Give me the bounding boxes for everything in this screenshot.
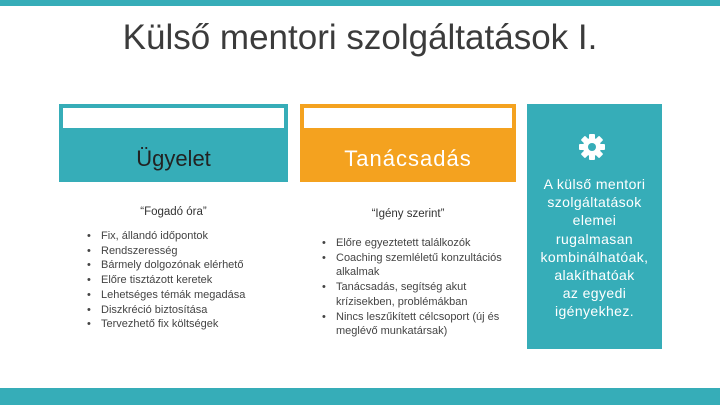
bullet-list: [320, 236, 515, 339]
summary-line: alakíthatóak: [554, 267, 635, 284]
bullet-item: • Lehetséges témák megadása: [85, 288, 285, 303]
bottom-accent-bar: [0, 388, 720, 405]
header-strip: [63, 108, 284, 128]
bullet-item: • Rendszeresség: [85, 244, 285, 259]
card-subtitle: “Fogadó óra”: [140, 206, 207, 218]
card-heading: Ügyelet: [136, 146, 211, 171]
bullet-item: • Tervezhető fix költségek: [85, 317, 285, 332]
bullet-list: [85, 229, 285, 332]
summary-line: A külső mentori: [543, 176, 646, 192]
card-subtitle: “Igény szerint”: [371, 208, 445, 220]
summary-line: igényekhez.: [554, 303, 635, 320]
slide-title: Külső mentori szolgáltatások I.: [122, 18, 598, 57]
bullet-item: • Diszkréció biztosítása: [85, 303, 285, 318]
card-heading: Tanácsadás: [344, 146, 472, 171]
card-header: [59, 104, 288, 182]
bullet-item: • Tanácsadás, segítség akut krízisekben, problémákban: [320, 280, 515, 309]
summary-line: elemei: [572, 212, 617, 229]
gear-icon: [577, 132, 607, 162]
bullet-item: • Fix, állandó időpontok: [85, 229, 285, 244]
card-ugyelet: [59, 104, 288, 349]
bullet-item: • Coaching szemléletű konzultációs alkalmak: [320, 251, 515, 280]
card-tanacsadas: [300, 104, 516, 349]
summary-line: az egyedi: [562, 285, 627, 302]
summary-line: szolgáltatások: [547, 194, 642, 211]
summary-line: kombinálhatóak,: [540, 248, 649, 265]
bullet-item: • Bármely dolgozónak elérhető: [85, 258, 285, 273]
bullet-item: • Nincs leszűkített célcsoport (új és meglévő munkatársak): [320, 310, 515, 339]
summary-text: [529, 175, 660, 321]
card-summary: [527, 104, 662, 349]
card-header: [300, 104, 516, 182]
bullet-item: • Előre tisztázott keretek: [85, 273, 285, 288]
bullet-item: • Előre egyeztetett találkozók: [320, 236, 515, 251]
header-strip: [304, 108, 512, 128]
summary-line: rugalmasan: [555, 230, 634, 247]
top-accent-bar: [0, 0, 720, 6]
